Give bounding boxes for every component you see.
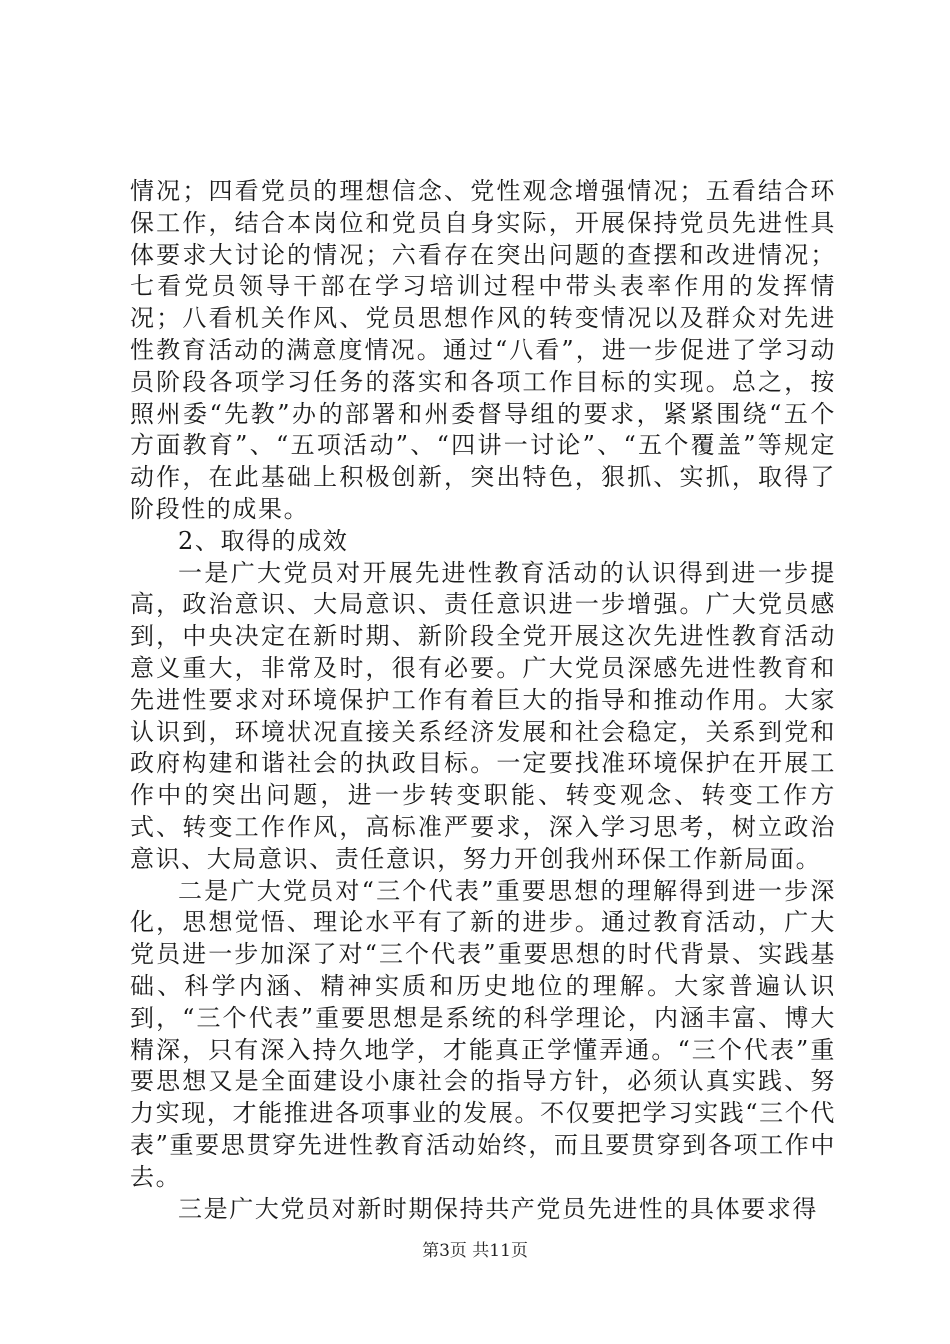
paragraph-first-result: 一是广大党员对开展先进性教育活动的认识得到进一步提高，政治意识、大局意识、责任意识进一步增强。广大党员感到，中央决定在新时期、新阶段全党开展这次先进性教育活动意义重大，非常及时，很有必要。广大党员深感先进性教育和先进性要求对环境保护工作有着巨大的指导和推动作用。大家认识到，环境状况直接关系经济发展和社会稳定，关系到党和政府构建和谐社会的执政目标。一定要找准环境保护在开展工作中的突出问题，进一步转变职能、转变观念、转变工作方式、转变工作作风，高标准严要求，深入学习思考，树立政治意识、大局意识、责任意识，努力开创我州环保工作新局面。 bbox=[130, 558, 836, 873]
page-label-mid: 页 共 bbox=[449, 1241, 490, 1261]
page-number-current: 3 bbox=[439, 1241, 450, 1261]
page-number-total: 11 bbox=[489, 1241, 511, 1261]
paragraph-third-result: 三是广大党员对新时期保持共产党员先进性的具体要求得 bbox=[178, 1194, 818, 1223]
paragraph-continuation: 情况；四看党员的理想信念、党性观念增强情况；五看结合环保工作，结合本岗位和党员自身实际，开展保持党员先进性具体要求大讨论的情况；六看存在突出问题的查摆和改进情况；七看党员领导干部在学习培训过程中带头表率作用的发挥情况；八看机关作风、党员思想作风的转变情况以及群众对先进性教育活动的满意度情况。通过“八看”，进一步促进了学习动员阶段各项学习任务的落实和各项工作目标的实现。总之，按照州委“先教”办的部署和州委督导组的要求，紧紧围绕“五个方面教育”、“五项活动”、“四讲一讨论”、“五个覆盖”等规定动作，在此基础上积极创新，突出特色，狠抓、实抓，取得了阶段性的成果。 bbox=[130, 177, 836, 523]
page-label-prefix: 第 bbox=[422, 1241, 440, 1261]
section-heading: 2、取得的成效 bbox=[178, 526, 349, 555]
page-footer bbox=[0, 1240, 950, 1262]
document-body bbox=[130, 176, 836, 1225]
page-label-suffix: 页 bbox=[510, 1241, 528, 1261]
paragraph-second-result: 二是广大党员对“三个代表”重要思想的理解得到进一步深化，思想觉悟、理论水平有了新的进步。通过教育活动，广大党员进一步加深了对“三个代表”重要思想的时代背景、实践基础、科学内涵、精神实质和历史地位的理解。大家普遍认识到，“三个代表”重要思想是系统的科学理论，内涵丰富、博大精深，只有深入持久地学，才能真正学懂弄通。“三个代表”重要思想又是全面建设小康社会的指导方针，必须认真实践、努力实现，才能推进各项事业的发展。不仅要把学习实践“三个代表”重要思贯穿先进性教育活动始终，而且要贯穿到各项工作中去。 bbox=[130, 876, 836, 1191]
